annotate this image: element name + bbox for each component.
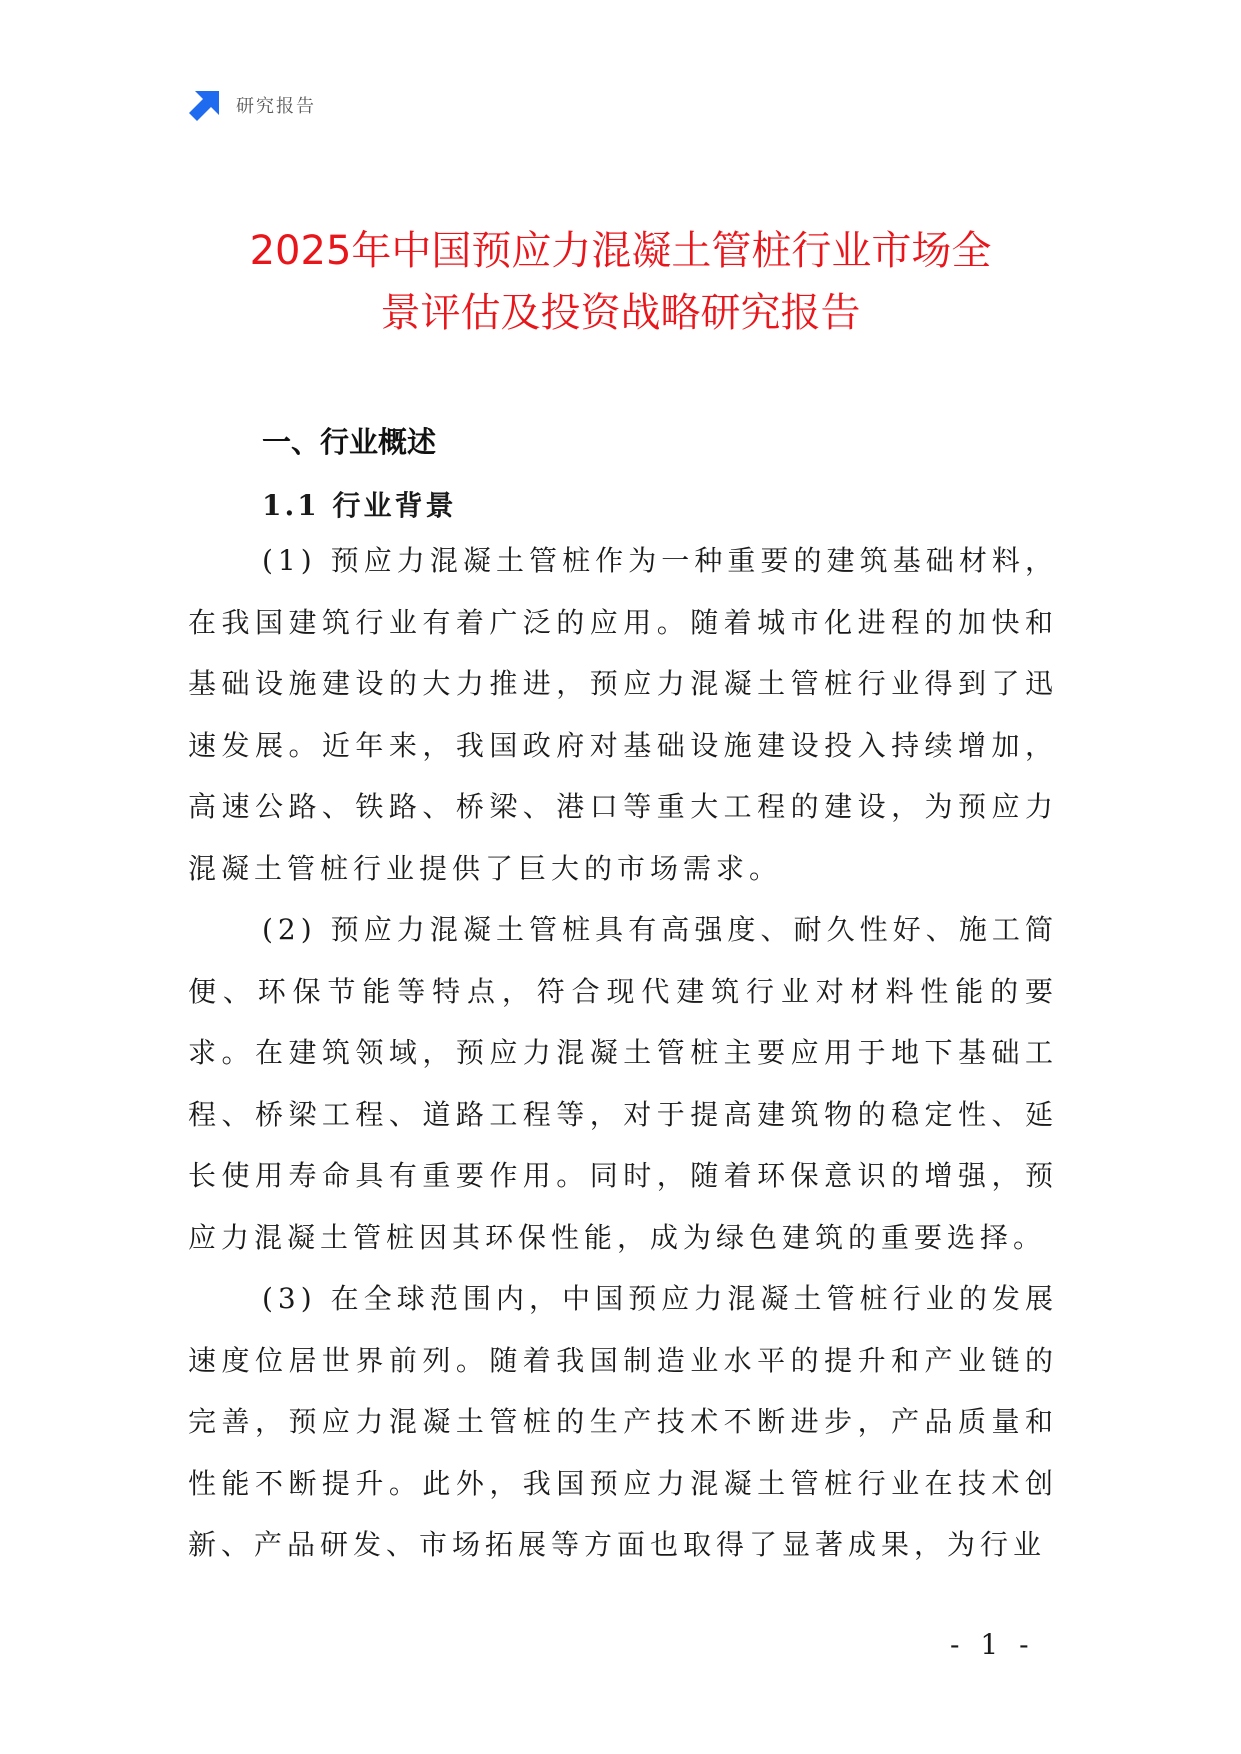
page-number: - 1 - bbox=[950, 1628, 1035, 1661]
paragraph-3: (3) 在全球范围内，中国预应力混凝土管桩行业的发展速度位居世界前列。随着我国制造业水平的提升和产业链的完善，预应力混凝土管桩的生产技术不断进步，产品质量和性能不断提升。此外，我国预应力混凝土管桩行业在技术创新、产品研发、市场拓展等方面也取得了显著成果，为行业 bbox=[188, 1282, 1058, 1561]
paragraph-1: (1) 预应力混凝土管桩作为一种重要的建筑基础材料，在我国建筑行业有着广泛的应用。随着城市化进程的加快和基础设施建设的大力推进，预应力混凝土管桩行业得到了迅速发展。近年来，我国政府对基础设施建设投入持续增加，高速公路、铁路、桥梁、港口等重大工程的建设，为预应力混凝土管桩行业提供了巨大的市场需求。 bbox=[188, 544, 1058, 885]
body-text bbox=[188, 530, 1058, 1576]
subsection-heading: 1.1 行业背景 bbox=[262, 489, 457, 522]
report-header bbox=[188, 88, 316, 122]
title-line-1: 2025年中国预应力混凝土管桩行业市场全 bbox=[249, 228, 992, 274]
paragraph-2: (2) 预应力混凝土管桩具有高强度、耐久性好、施工简便、环保节能等特点，符合现代建筑行业对材料性能的要求。在建筑领域，预应力混凝土管桩主要应用于地下基础工程、桥梁工程、道路工程等，对于提高建筑物的稳定性、延长使用寿命具有重要作用。同时，随着环保意识的增强，预应力混凝土管桩因其环保性能，成为绿色建筑的重要选择。 bbox=[188, 913, 1058, 1254]
arrow-up-right-icon bbox=[188, 88, 222, 122]
title-line-2: 景评估及投资战略研究报告 bbox=[380, 290, 861, 336]
header-label: 研究报告 bbox=[236, 96, 316, 117]
page-title bbox=[150, 220, 1091, 344]
section-heading: 一、行业概述 bbox=[262, 425, 437, 459]
